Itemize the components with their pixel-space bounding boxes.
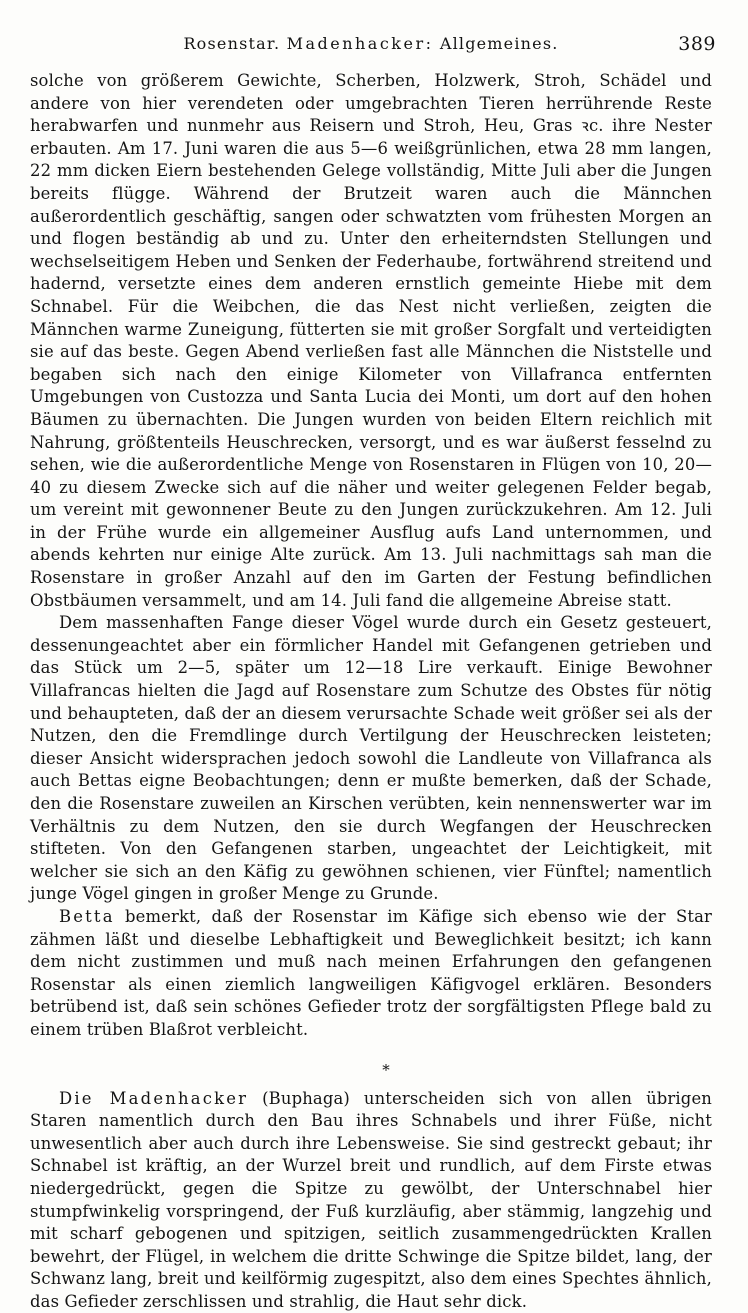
paragraph-captivity-text: bemerkt, daß der Rosenstar im Käfige sich ebenso wie der Star zähmen läßt und dieselbe Lebhaftigkeit und Beweglichkeit besitzt; ich kann dem nicht zustimmen und muß nach meinen Erfahrungen den gefangenen Rosenstar als einen ziemlich langweiligen Käfigvogel erklären. Besonders betrübend ist, daß sein schönes Gefieder trotz der sorgfältigsten Pflege bald zu einem trüben Blaßrot verbleicht. <box>30 906 712 1039</box>
paragraph-madenhacker-text: (Buphaga) unterscheiden sich von allen übrigen Staren namentlich durch den Bau ihres Schnabels und ihrer Füße, nicht unwesentlich aber auch durch ihre Lebensweise. Sie sind gestreckt gebaut; ihr Schnabel ist kräftig, an der Wurzel breit und rundlich, auf dem Firste etwas niedergedrückt, gegen die Spitze zu gewölbt, der Unterschnabel hier stumpfwinkelig vorspringend, der Fuß kurzläufig, aber stämmig, langzehig und mit scharf gebogenen und spitzigen, seitlich zusammengedrückten Krallen bewehrt, der Flügel, in welchem die dritte Schwinge die Spitze bildet, lang, der Schwanz lang, breit und keilförmig zugespitzt, also dem eines Spechtes ähnlich, das Gefieder zerschlissen und strahlig, die Haut sehr dick. <box>30 1088 712 1311</box>
author-name-betta: Betta <box>59 906 115 926</box>
paragraph-continuation: solche von größerem Gewichte, Scherben, Holzwerk, Stroh, Schädel und andere von hier verendeten oder umgebrachten Tieren herrührende Reste herabwarfen und nunmehr aus Reisern und Stroh, Heu, Gras ꝛc. ihre Nester erbauten. Am 17. Juni waren die aus 5—6 weißgrünlichen, etwa 28 mm langen, 22 mm dicken Eiern bestehenden Gelege vollständig, Mitte Juli aber die Jungen bereits flügge. Während der Brutzeit waren auch die Männchen außerordentlich geschäftig, sangen oder schwatzten vom frühesten Morgen an und flogen beständig ab und zu. Unter den erheiterndsten Stellungen und wechselseitigem Heben und Senken der Federhaube, fortwährend streitend und hadernd, versetzte eines dem anderen ernstlich gemeinte Hiebe mit dem Schnabel. Für die Weibchen, die das Nest nicht verließen, zeigten die Männchen warme Zuneigung, fütterten sie mit großer Sorgfalt und verteidigten sie auf das beste. Gegen Abend verließen fast alle Männchen die Niststelle und begaben sich nach den einige Kilometer von Villafranca entfernten Umgebungen von Custozza und Santa Lucia dei Monti, um dort auf den hohen Bäumen zu übernachten. Die Jungen wurden von beiden Eltern reichlich mit Nahrung, größtenteils Heuschrecken, versorgt, und es war äußerst fesselnd zu sehen, wie die außerordentliche Menge von Rosenstaren in Flügen von 10, 20—40 zu diesem Zwecke sich auf die näher und weiter gelegenen Felder begab, um vereint mit gewonnener Beute zu den Jungen zurückzukehren. Am 12. Juli in der Frühe wurde ein allgemeiner Ausflug aufs Land unternommen, und abends kehrten nur einige Alte zurück. Am 13. Juli nachmittags sah man die Rosenstare in großer Anzahl auf den im Garten der Festung befindlichen Obstbäumen versammelt, und am 14. Juli fand die allgemeine Abreise statt. <box>30 71 712 610</box>
paragraph-trade: Dem massenhaften Fange dieser Vögel wurde durch ein Gesetz gesteuert, dessenungeachtet aber ein förmlicher Handel mit Gefangenen getrieben und das Stück um 2—5, später um 12—18 Lire verkauft. Einige Bewohner Villafrancas hielten die Jagd auf Rosenstare zum Schutze des Obstes für nötig und behaupteten, daß der an diesem verursachte Schade weit größer sei als der Nutzen, den die Fremdlinge durch Vertilgung der Heuschrecken leisteten; dieser Ansicht widersprachen jedoch sowohl die Landleute von Villafranca als auch Bettas eigne Beobachtungen; denn er mußte bemerken, daß der Schade, den die Rosenstare zuweilen an Kirschen verübten, kein nennenswerter war im Verhältnis zu dem Nutzen, den sie durch Wegfangen der Heuschrecken stifteten. Von den Gefangenen starben, ungeachtet der Leichtigkeit, mit welcher sie sich an den Käfig zu gewöhnen schienen, vier Fünftel; namentlich junge Vögel gingen in großer Menge zu Grunde. <box>30 613 712 904</box>
running-title-part3: Allgemeines. <box>439 34 559 53</box>
running-title <box>30 34 712 53</box>
running-header <box>30 33 716 70</box>
running-title-part2: Madenhacker: <box>286 34 434 53</box>
paragraph-captivity <box>30 906 712 1042</box>
paragraph-madenhacker <box>30 1088 712 1313</box>
section-separator: * <box>382 1060 390 1079</box>
body-text <box>30 70 712 1313</box>
book-page <box>30 33 716 1311</box>
madenhacker-heading: Die Madenhacker <box>59 1088 249 1108</box>
page-number: 389 <box>678 33 716 55</box>
running-title-part1: Rosenstar. <box>183 34 281 53</box>
